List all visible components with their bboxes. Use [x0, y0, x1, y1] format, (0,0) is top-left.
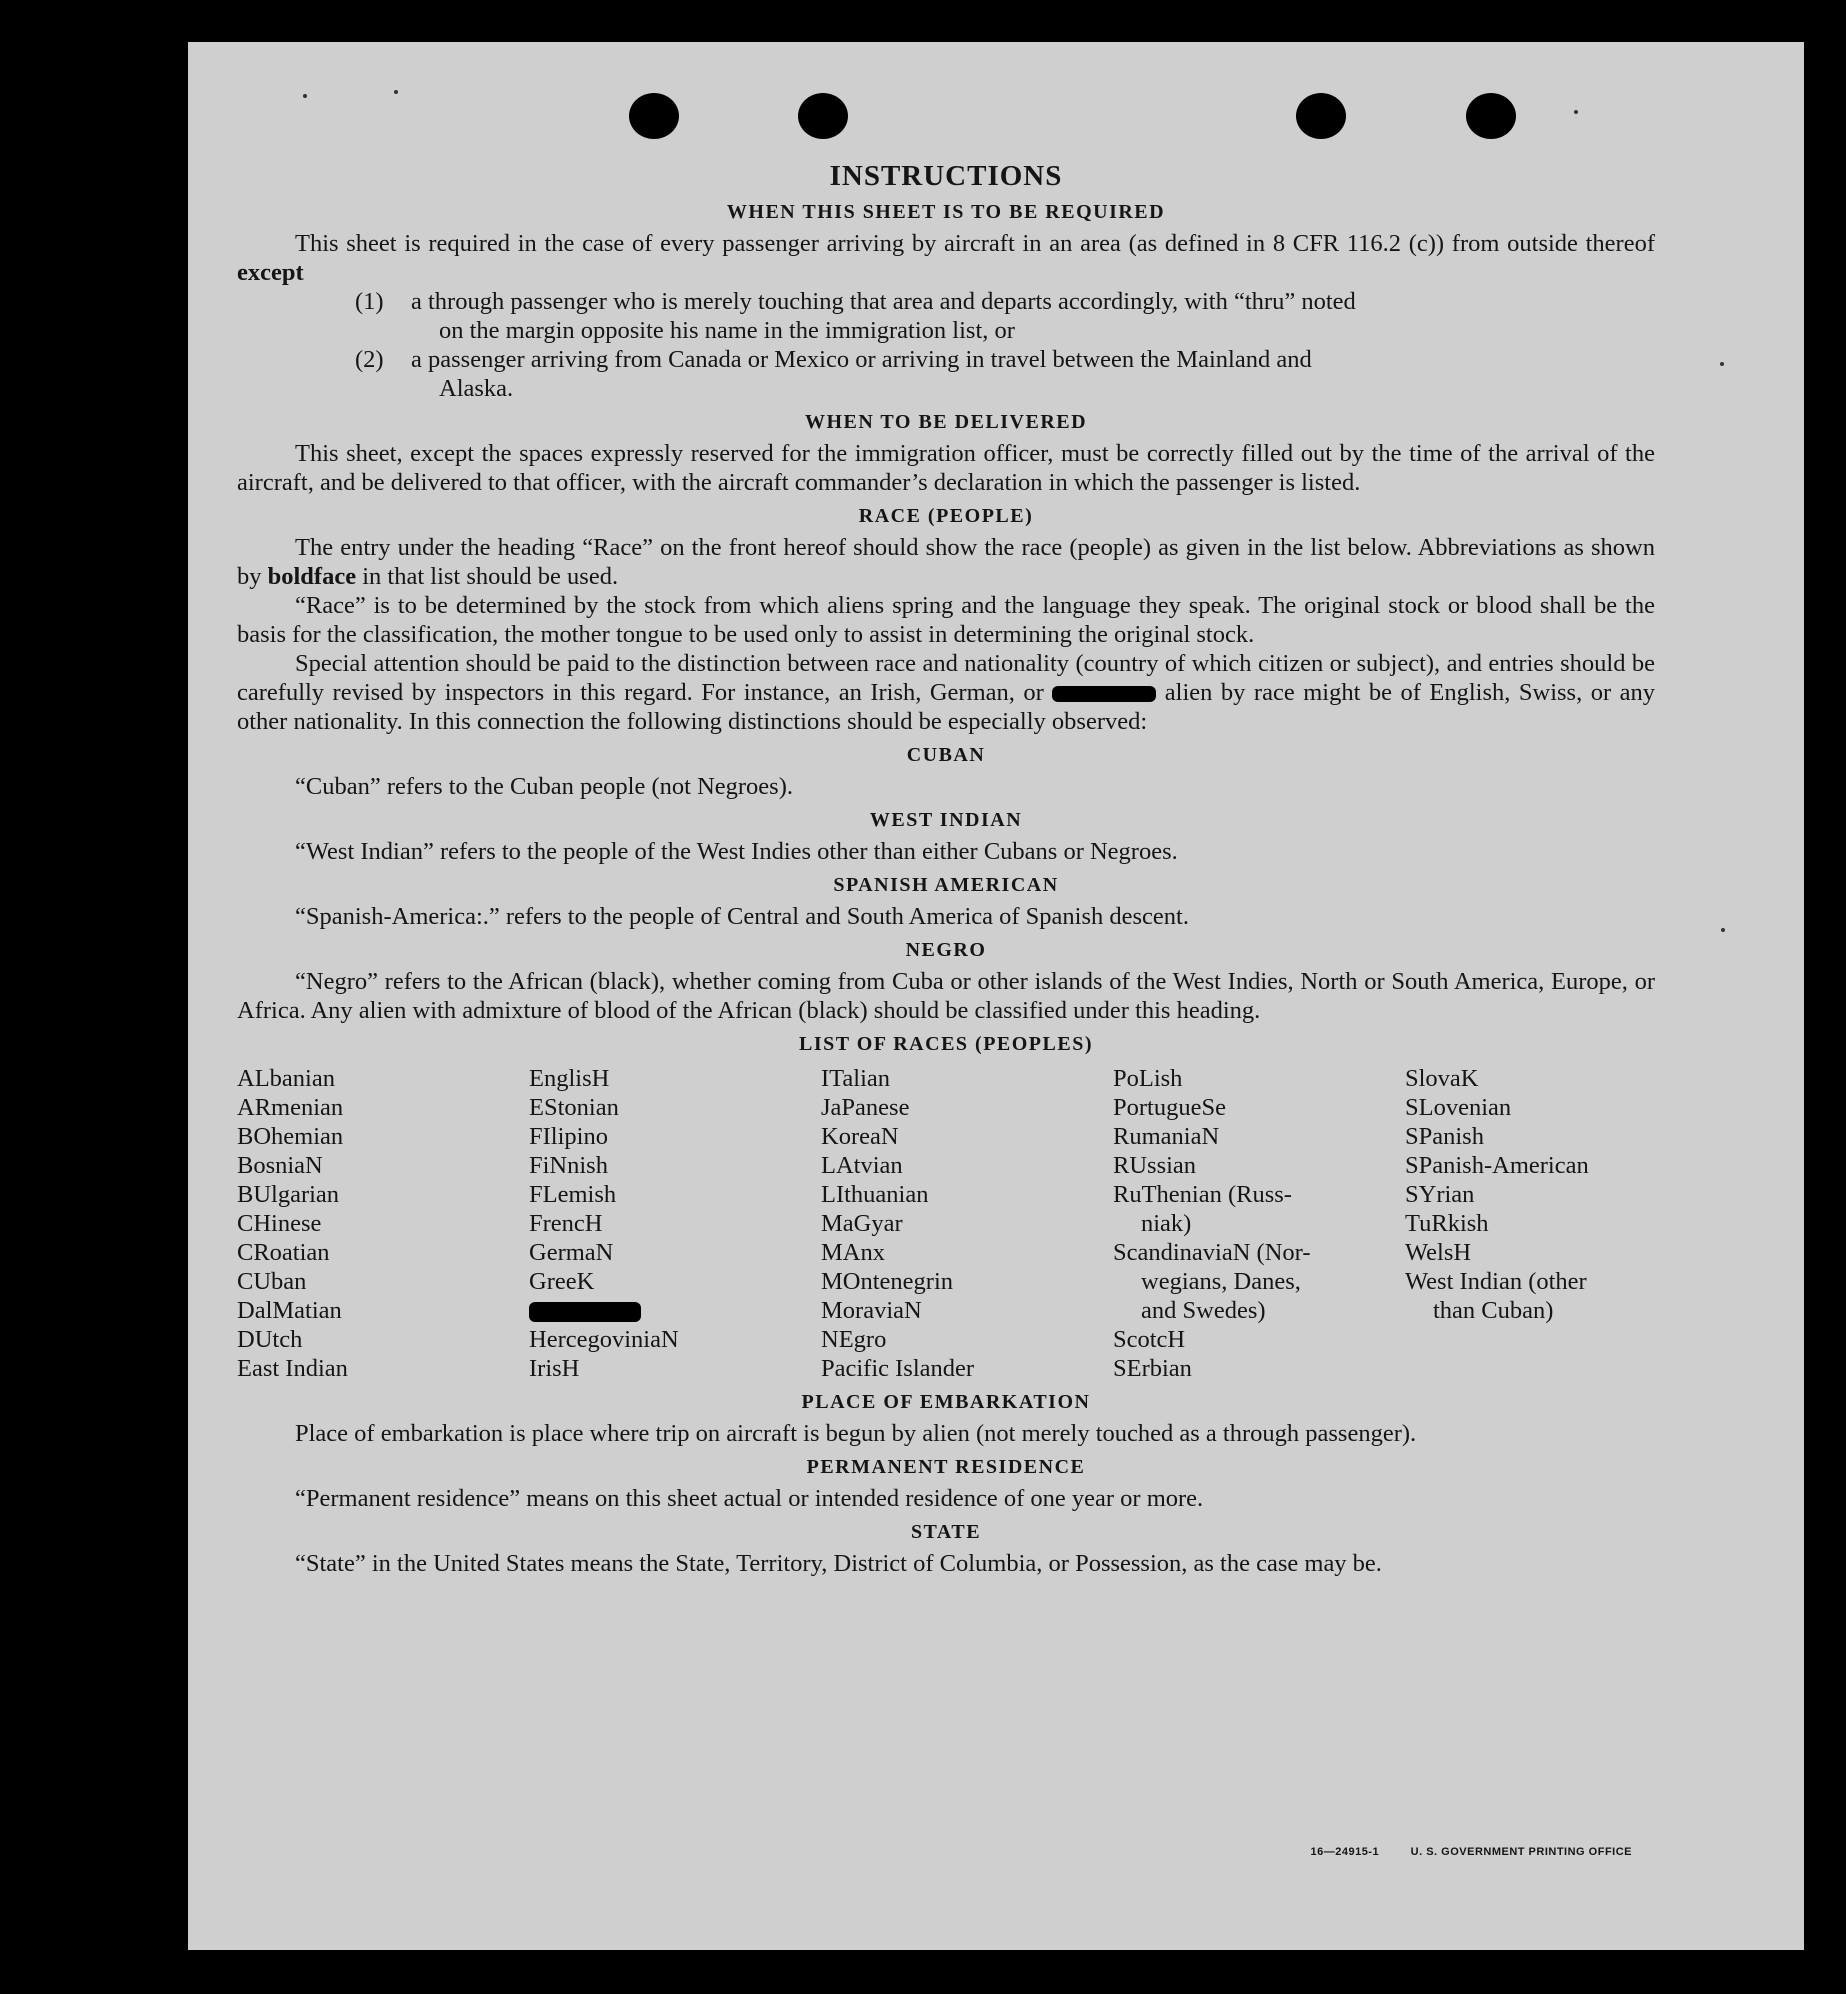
races-column-3: [821, 1064, 1113, 1383]
heading-embarkation: PLACE OF EMBARKATION: [801, 1391, 1091, 1413]
race-item: MOntenegrin: [821, 1268, 953, 1295]
race-item: CUban: [237, 1268, 307, 1295]
page-title: INSTRUCTIONS: [829, 160, 1063, 192]
cuban-text: “Cuban” refers to the Cuban people (not Negroes).: [295, 773, 793, 800]
embarkation-text: Place of embarkation is place where trip on aircraft is begun by alien (not merely touched as a through passenger).: [295, 1420, 1417, 1447]
race-item: FLemish: [529, 1181, 617, 1208]
race-item: WelsH: [1405, 1239, 1472, 1266]
exception-2: (2) a passenger arriving from Canada or Mexico or arriving in travel between the Mainland and Alaska.: [355, 346, 1312, 402]
race-paragraph-2: “Race” is to be determined by the stock from which aliens spring and the language they speak. The original stock or blood shall be the basis for the classification, the mother tongue to be used only to assist in determining the original stock.: [237, 592, 1655, 648]
form-code: 16—24915-1: [1310, 1846, 1380, 1858]
heading-residence: PERMANENT RESIDENCE: [806, 1456, 1086, 1478]
race-item-continuation: niak): [1141, 1210, 1192, 1237]
when-required-text: This sheet is required in the case of every passenger arriving by aircraft in an area (as defined in 8 CFR 116.2 (c)) from outside thereof except: [237, 230, 1655, 286]
race-item: DalMatian: [237, 1297, 342, 1324]
race-item: CHinese: [237, 1210, 322, 1237]
residence-text: “Permanent residence” means on this sheet actual or intended residence of one year or more.: [295, 1485, 1204, 1512]
race-item: BUlgarian: [237, 1181, 340, 1208]
instruction-sheet: [188, 42, 1804, 1950]
races-column-2: [529, 1064, 821, 1383]
races-column-4: [1113, 1064, 1405, 1383]
heading-when-required: WHEN THIS SHEET IS TO BE REQUIRED: [726, 201, 1166, 223]
race-item: RuThenian (Russ-: [1113, 1181, 1292, 1208]
race-item: RUssian: [1113, 1152, 1197, 1179]
race-item: SPanish-American: [1405, 1152, 1589, 1179]
race-item-continuation: than Cuban): [1433, 1297, 1554, 1324]
race-item: ITalian: [821, 1065, 891, 1092]
race-item: SLovenian: [1405, 1094, 1512, 1121]
speck: [1574, 110, 1578, 114]
negro-text: “Negro” refers to the African (black), whether coming from Cuba or other islands of the West Indies, North or South America, Europe, or Africa. Any alien with admixture of blood of the African (black) should be classified under this heading.: [237, 968, 1655, 1024]
exception-1: (1) a through passenger who is merely touching that area and departs accordingly, with “thru” noted on the margin opposite his name in the immigration list, or: [355, 288, 1356, 344]
race-item-continuation: wegians, Danes,: [1141, 1268, 1301, 1295]
race-paragraph-3: Special attention should be paid to the distinction between race and nationality (country of which citizen or subject), and entries should be carefully revised by inspectors in this regard. For instance, an Irish, German, or alien by race might be of English, Swiss, or any other nationality. In this connection the following distinctions should be especially observed:: [237, 650, 1655, 735]
race-item-redacted: [529, 1296, 821, 1325]
redaction-mark: [1052, 686, 1156, 702]
heading-negro: NEGRO: [905, 939, 987, 961]
when-delivered-text: This sheet, except the spaces expressly reserved for the immigration officer, must be correctly filled out by the time of the arrival of the aircraft, and be delivered to that officer, with the aircraft commander’s declaration in which the passenger is listed.: [237, 440, 1655, 496]
race-item: EStonian: [529, 1094, 619, 1121]
race-item: SPanish: [1405, 1123, 1484, 1150]
race-item: SYrian: [1405, 1181, 1475, 1208]
race-item: DUtch: [237, 1326, 303, 1353]
heading-when-delivered: WHEN TO BE DELIVERED: [804, 411, 1088, 433]
speck: [303, 94, 307, 98]
spanish-american-text: “Spanish-America:.” refers to the people of Central and South America of Spanish descent.: [295, 903, 1189, 930]
heading-spanish-american: SPANISH AMERICAN: [833, 874, 1059, 896]
race-item: JaPanese: [821, 1094, 910, 1121]
heading-cuban: CUBAN: [906, 744, 986, 766]
race-item: IrisH: [529, 1355, 580, 1382]
race-item: TuRkish: [1405, 1210, 1489, 1237]
race-item: KoreaN: [821, 1123, 899, 1150]
race-item: NEgro: [821, 1326, 887, 1353]
race-item: SErbian: [1113, 1355, 1192, 1382]
race-item: MaGyar: [821, 1210, 903, 1237]
race-item: BosniaN: [237, 1152, 323, 1179]
race-item: SlovaK: [1405, 1065, 1479, 1092]
printer-credit: U. S. GOVERNMENT PRINTING OFFICE: [1410, 1846, 1632, 1858]
races-column-5: [1405, 1064, 1655, 1383]
race-item: PoLish: [1113, 1065, 1183, 1092]
race-item: EnglisH: [529, 1065, 610, 1092]
race-item: FiNnish: [529, 1152, 608, 1179]
print-footer: [1282, 1846, 1632, 1858]
punch-hole: [1466, 93, 1516, 139]
race-item: West Indian (other: [1405, 1268, 1587, 1295]
race-item: HercegoviniaN: [529, 1326, 679, 1353]
speck: [394, 90, 398, 94]
state-text: “State” in the United States means the State, Territory, District of Columbia, or Possession, as the case may be.: [295, 1550, 1382, 1577]
race-item: LIthuanian: [821, 1181, 929, 1208]
race-item: MAnx: [821, 1239, 885, 1266]
race-item: BOhemian: [237, 1123, 344, 1150]
race-item: GermaN: [529, 1239, 614, 1266]
punch-hole: [798, 93, 848, 139]
redaction-mark: [529, 1302, 641, 1322]
race-item: FrencH: [529, 1210, 603, 1237]
race-item: RumaniaN: [1113, 1123, 1220, 1150]
race-item: ScandinaviaN (Nor-: [1113, 1239, 1311, 1266]
heading-state: STATE: [910, 1521, 982, 1543]
race-item: FIlipino: [529, 1123, 608, 1150]
races-list: [237, 1064, 1655, 1383]
race-item: ScotcH: [1113, 1326, 1186, 1353]
race-item: GreeK: [529, 1268, 595, 1295]
race-item: PortugueSe: [1113, 1094, 1226, 1121]
west-indian-text: “West Indian” refers to the people of the West Indies other than either Cubans or Negroes.: [295, 838, 1178, 865]
heading-west-indian: WEST INDIAN: [869, 809, 1023, 831]
race-item: Pacific Islander: [821, 1355, 975, 1382]
heading-list-of-races: LIST OF RACES (PEOPLES): [798, 1033, 1093, 1055]
race-item: ALbanian: [237, 1065, 335, 1092]
punch-hole: [629, 93, 679, 139]
race-item-continuation: and Swedes): [1141, 1297, 1266, 1324]
race-item: LAtvian: [821, 1152, 903, 1179]
speck: [1720, 362, 1724, 366]
heading-race: RACE (PEOPLE): [858, 505, 1034, 527]
race-item: CRoatian: [237, 1239, 330, 1266]
race-item: ARmenian: [237, 1094, 344, 1121]
race-item: MoraviaN: [821, 1297, 922, 1324]
race-item: East Indian: [237, 1355, 348, 1382]
punch-hole: [1296, 93, 1346, 139]
instructions-body: [237, 160, 1655, 1578]
speck: [1721, 928, 1725, 932]
race-paragraph-1: The entry under the heading “Race” on the front hereof should show the race (people) as given in the list below. Abbreviations as shown by boldface in that list should be used.: [237, 534, 1655, 590]
races-column-1: [237, 1064, 529, 1383]
